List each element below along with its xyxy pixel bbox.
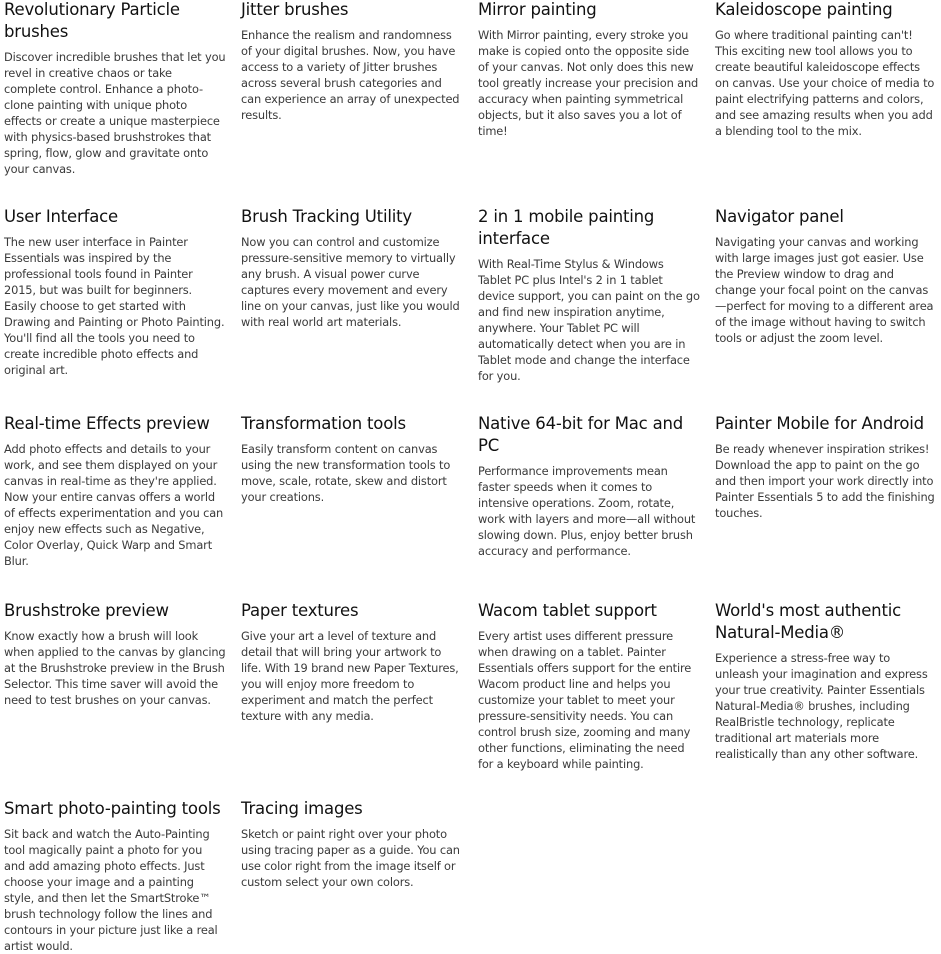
- feature-description: Sit back and watch the Auto-Painting tool magically paint a photo for you and add amazing photo effects. Just choose your image and a painting style, and then let the SmartStroke™ brush technology follow the lines and contours in your picture just like a real artist would.: [4, 827, 218, 953]
- feature-title: 2 in 1 mobile painting interface: [478, 207, 655, 248]
- feature-title: Paper textures: [241, 601, 359, 620]
- feature-description: Performance improvements mean faster speeds when it comes to intensive operations. Zoom, rotate, work with layers and more—all without slowing down. Plus, enjoy better brush accuracy and performance.: [478, 464, 696, 558]
- feature-native-64bit: [478, 413, 700, 559]
- feature-description: The new user interface in Painter Essentials was inspired by the professional tools found in Painter 2015, but was built for beginners. Easily choose to get started with Drawing and Painting or Photo Painting. You'll find all the tools you need to create incredible photo effects and original art.: [4, 235, 225, 377]
- feature-description: Be ready whenever inspiration strikes! Download the app to paint on the go and then import your work directly into Painter Essentials 5 to add the finishing touches.: [715, 442, 935, 520]
- feature-tracing-images: [241, 798, 463, 890]
- feature-description: Give your art a level of texture and detail that will bring your artwork to life. With 19 brand new Paper Textures, you will enjoy more freedom to experiment and match the perfect texture with any media.: [241, 629, 459, 723]
- feature-paper-textures: [241, 600, 463, 724]
- feature-title: Wacom tablet support: [478, 601, 657, 620]
- feature-title: Jitter brushes: [241, 0, 349, 19]
- feature-title: Transformation tools: [241, 414, 406, 433]
- feature-2in1-mobile: [478, 206, 700, 384]
- feature-mirror-painting: [478, 0, 700, 139]
- feature-description: Discover incredible brushes that let you revel in creative chaos or take complete control. Enhance a photo-clone painting with unique photo effects or create a unique masterpiece with physics-based brushstrokes that spring, flow, glow and gravitate onto your canvas.: [4, 50, 226, 176]
- feature-jitter-brushes: [241, 0, 463, 123]
- feature-description: Go where traditional painting can't! This exciting new tool allows you to create beautiful kaleidoscope effects on canvas. Use your choice of media to paint electrifying patterns and colors, and see amazing results when you add a blending tool to the mix.: [715, 28, 935, 138]
- feature-effects-preview: [4, 413, 226, 569]
- feature-wacom-support: [478, 600, 700, 772]
- feature-title: Native 64-bit for Mac and PC: [478, 414, 684, 455]
- feature-brushstroke-preview: [4, 600, 226, 708]
- feature-description: Easily transform content on canvas using the new transformation tools to move, scale, rotate, skew and distort your creations.: [241, 442, 451, 504]
- feature-description: Now you can control and customize pressure-sensitive memory to virtually any brush. A visual power curve captures every movement and every line on your canvas, just like you would with real world art materials.: [241, 235, 460, 329]
- feature-title: Revolutionary Particle brushes: [4, 0, 180, 41]
- feature-title: Real-time Effects preview: [4, 414, 210, 433]
- feature-title: Brushstroke preview: [4, 601, 169, 620]
- feature-description: With Real-Time Stylus & Windows Tablet PC plus Intel's 2 in 1 tablet device support, you can paint on the go and find new inspiration anytime, anywhere. Your Tablet PC will automatically detect when you are in Tablet mode and change the interface for you.: [478, 257, 700, 383]
- feature-title: Painter Mobile for Android: [715, 414, 924, 433]
- feature-description: Add photo effects and details to your work, and see them displayed on your canvas in real-time as they're applied. Now your entire canvas offers a world of effects experimentation and you can enjoy new effects such as Negative, Color Overlay, Quick Warp and Smart Blur.: [4, 442, 224, 568]
- feature-natural-media: [715, 600, 937, 762]
- feature-painter-mobile: [715, 413, 937, 521]
- feature-title: Kaleidoscope painting: [715, 0, 893, 19]
- feature-title: Mirror painting: [478, 0, 597, 19]
- feature-description: Sketch or paint right over your photo using tracing paper as a guide. You can use color right from the image itself or custom select your own colors.: [241, 827, 460, 889]
- feature-description: Know exactly how a brush will look when applied to the canvas by glancing at the Brushstroke preview in the Brush Selector. This time saver will avoid the need to test brushes on your canvas.: [4, 629, 226, 707]
- feature-particle-brushes: [4, 0, 226, 177]
- feature-kaleidoscope-painting: [715, 0, 937, 139]
- feature-title: Smart photo-painting tools: [4, 799, 221, 818]
- feature-smart-photo-painting: [4, 798, 226, 954]
- feature-navigator-panel: [715, 206, 937, 346]
- feature-title: Navigator panel: [715, 207, 844, 226]
- feature-description: Enhance the realism and randomness of your digital brushes. Now, you have access to a variety of Jitter brushes across several brush categories and can experience an array of unexpected results.: [241, 28, 460, 122]
- feature-title: World's most authentic Natural-Media®: [715, 601, 901, 642]
- feature-brush-tracking: [241, 206, 463, 330]
- feature-description: Every artist uses different pressure when drawing on a tablet. Painter Essentials offers support for the entire Wacom product line and helps you customize your tablet to meet your pressure-sensitivity needs. You can control brush size, zooming and many other functions, eliminating the need for a keyboard while painting.: [478, 629, 692, 771]
- feature-title: User Interface: [4, 207, 118, 226]
- feature-title: Brush Tracking Utility: [241, 207, 412, 226]
- feature-description: Experience a stress-free way to unleash your imagination and express your true creativity. Painter Essentials Natural-Media® brushes, including RealBristle technology, replicate traditional art materials more realistically than any other software.: [715, 651, 928, 761]
- feature-title: Tracing images: [241, 799, 363, 818]
- feature-description: With Mirror painting, every stroke you make is copied onto the opposite side of your canvas. Not only does this new tool greatly increase your precision and accuracy when painting symmetrical objects, but it also saves you a lot of time!: [478, 28, 699, 138]
- feature-description: Navigating your canvas and working with large images just got easier. Use the Preview window to drag and change your focal point on the canvas—perfect for moving to a different area of the image without having to switch tools or adjust the zoom level.: [715, 235, 934, 345]
- feature-user-interface: [4, 206, 226, 378]
- feature-transformation-tools: [241, 413, 463, 505]
